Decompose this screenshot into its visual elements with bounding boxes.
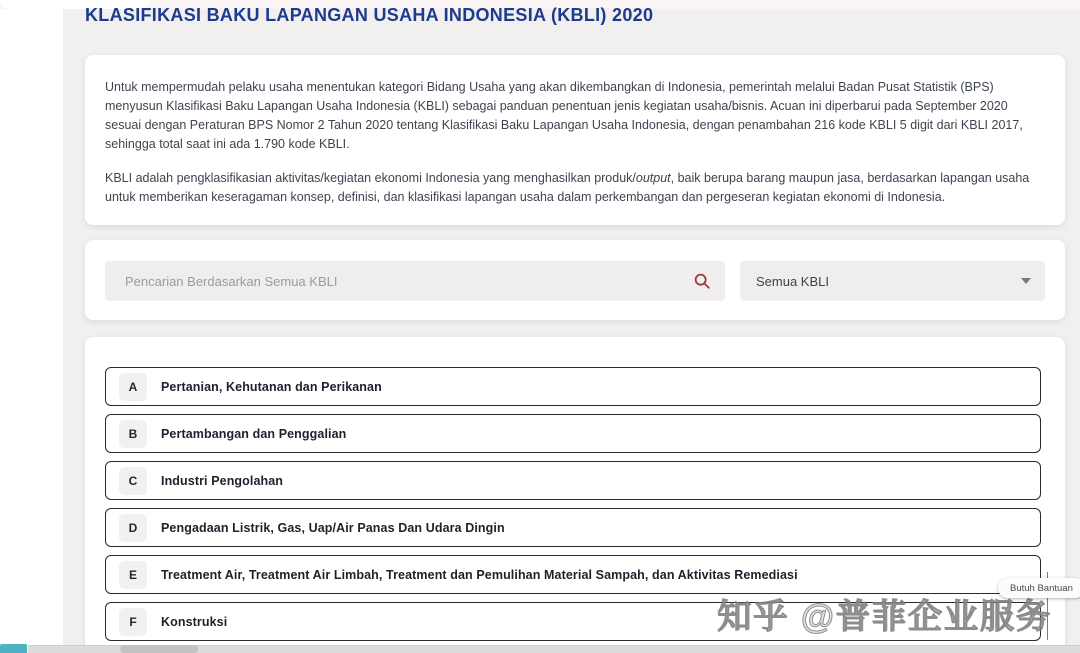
category-row-f[interactable] [105,602,1041,641]
category-label: Pengadaan Listrik, Gas, Uap/Air Panas Dan Udara Dingin [161,520,505,535]
search-box [105,261,725,301]
page-title: KLASIFIKASI BAKU LAPANGAN USAHA INDONESIA (KBLI) 2020 [85,5,654,26]
teal-corner-block [0,644,27,653]
category-row-a[interactable] [105,367,1041,406]
horizontal-scrollbar-thumb[interactable] [120,645,198,653]
category-row-b[interactable] [105,414,1041,453]
description-paragraph-1: Untuk mempermudah pelaku usaha menentukan kategori Bidang Usaha yang akan dikembangkan di Indonesia, pemerintah melalui Badan Pusat Statistik (BPS) menyusun Klasifikasi Baku Lapangan Usaha Indonesia (KBLI) sebagai panduan penentuan jenis kegiatan usaha/bisnis. Acuan ini diperbarui pada September 2020 sesuai dengan Peraturan BPS Nomor 2 Tahun 2020 tentang Klasifikasi Baku Lapangan Usaha Indonesia, dengan penambahan 216 kode KBLI 5 digit dari KBLI 2017, sehingga total saat ini ada 1.790 kode KBLI. [105,80,1023,151]
category-code-badge: A [119,373,147,401]
chevron-down-icon [1021,278,1031,284]
category-label: Konstruksi [161,614,228,629]
category-label: Treatment Air, Treatment Air Limbah, Treatment dan Pemulihan Material Sampah, dan Aktivitas Remediasi [161,567,798,582]
kbli-filter-selected-value: Semua KBLI [756,273,829,289]
category-label: Industri Pengolahan [161,473,284,488]
category-code-badge: B [119,420,147,448]
category-code-badge: C [119,467,147,495]
category-code-badge: F [119,608,147,636]
category-label: Pertambangan dan Penggalian [161,426,347,441]
category-row-c[interactable] [105,461,1041,500]
category-list-card [85,337,1065,653]
category-code-badge: D [119,514,147,542]
search-icon[interactable] [693,272,711,290]
category-code-badge: E [119,561,147,589]
search-input[interactable] [123,273,693,290]
description-paragraph-2: KBLI adalah pengklasifikasian aktivitas/kegiatan ekonomi Indonesia yang menghasilkan produk/output, baik berupa barang maupun jasa, berdasarkan lapangan usaha untuk memberikan keseragaman konsep, definisi, dan klasifikasi lapangan usaha dalam perkembangan dan pergeseran kegiatan ekonomi di Indonesia. [105,171,1030,204]
category-row-d[interactable] [105,508,1041,547]
output-italic: output [635,171,671,185]
category-row-e[interactable] [105,555,1041,594]
zhihu-watermark: 知乎 @普菲企业服务 [717,598,1052,636]
search-card [85,240,1065,320]
category-label: Pertanian, Kehutanan dan Perikanan [161,379,382,394]
description-card [85,55,1065,225]
help-badge[interactable]: Butuh Bantuan [998,578,1080,598]
kbli-filter-dropdown[interactable] [740,261,1045,301]
left-gutter [0,9,63,645]
